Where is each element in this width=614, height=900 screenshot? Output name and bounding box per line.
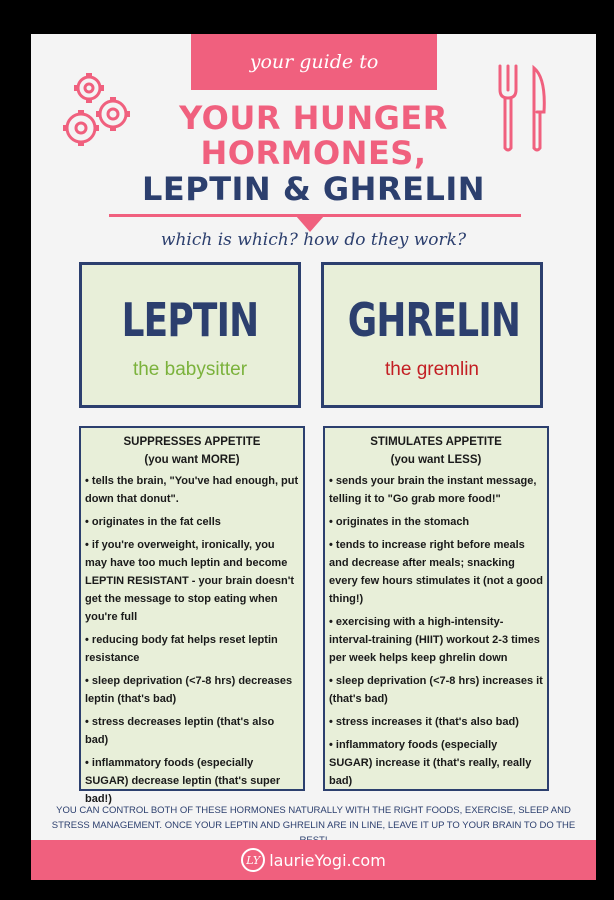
logo-text: laurieYogi.com [269,850,386,870]
list-item: • originates in the stomach [329,516,470,528]
list-item: • originates in the fat cells [85,516,221,528]
list-item: • stress decreases leptin (that's also bad) [85,716,275,746]
footer-message: YOU CAN CONTROL BOTH OF THESE HORMONES NATURALLY WITH THE RIGHT FOODS, EXERCISE, SLEEP AND STRESS MANAGEMENT. ONCE YOUR LEPTIN AND GHRELIN ARE IN LINE, LEAVE IT UP TO YOUR BRAIN TO DO THE [51,805,576,831]
ghrelin-nickname: the gremlin [385,359,479,380]
list-item: • stress increases it (that's also bad) [329,716,519,728]
title-line-3: LEPTIN & GHRELIN [141,170,486,208]
footer-bar [31,840,596,880]
subtitle: which is which? how do they work? [160,230,467,250]
leptin-subheading: (you want MORE) [144,454,240,466]
list-item: • sleep deprivation (<7-8 hrs) increases it (that's bad) [329,675,543,705]
title-line-1: YOUR HUNGER [179,99,448,137]
leptin-name-card [79,262,301,408]
list-item: • exercising with a high-intensity-interval-training (HIIT) workout 2-3 times per week helps keep ghrelin down [329,616,540,664]
list-item: • if you're overweight, ironically, you may have too much leptin and become LEPTIN RESISTANT - your brain doesn't get the message to stop eating when you're full [85,539,294,623]
ghrelin-name: GHRELIN [347,293,521,347]
list-item: • tends to increase right before meals and decrease after meals; snacking every few hours stimulates it (not a good thing!) [329,539,543,605]
list-item: • sleep deprivation (<7-8 hrs) decreases leptin (that's bad) [85,675,293,705]
title-line-2: HORMONES, [200,134,427,172]
list-item: • inflammatory foods (especially SUGAR) decrease leptin (that's super bad!) [85,757,281,805]
ghrelin-info-panel [323,426,549,791]
leptin-nickname: the babysitter [132,359,248,380]
guide-banner: your guide to [191,34,437,90]
infographic-poster [31,34,596,880]
logo-mark-icon: LY [241,848,265,872]
leptin-heading: SUPPRESSES APPETITE [123,436,261,448]
list-item: • sends your brain the instant message, telling it to "Go grab more food!" [329,475,537,505]
list-item: • reducing body fat helps reset leptin resistance [85,634,278,664]
ghrelin-name-card [321,262,543,408]
leptin-name: LEPTIN [121,293,259,347]
site-logo[interactable] [31,840,596,880]
list-item: • inflammatory foods (especially SUGAR) increase it (that's really, really bad) [329,739,532,787]
list-item: • tells the brain, "You've had enough, put down that donut". [85,475,299,505]
ghrelin-subheading: (you want LESS) [390,454,482,466]
ghrelin-heading: STIMULATES APPETITE [370,436,502,448]
leptin-info-panel [79,426,305,805]
